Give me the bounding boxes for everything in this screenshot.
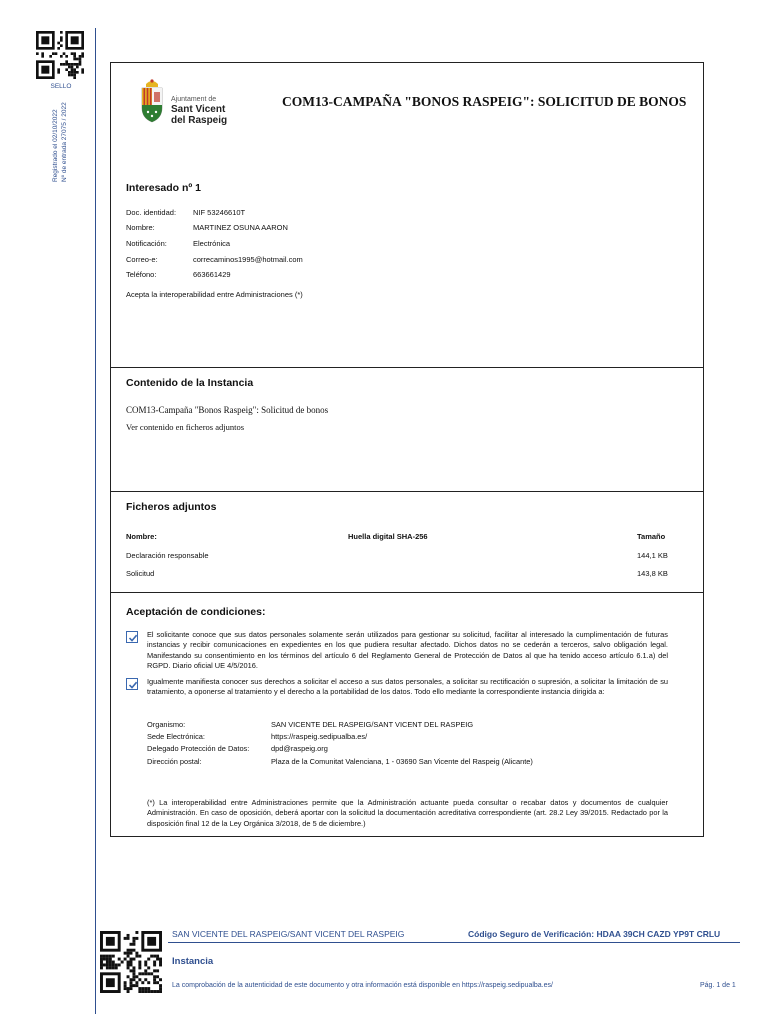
field-label: Doc. identidad: <box>126 208 177 217</box>
checkmark-icon <box>127 632 139 644</box>
condition-checkbox[interactable] <box>126 631 138 643</box>
file-name[interactable]: Solicitud <box>126 569 155 578</box>
condition-text: El solicitante conoce que sus datos personales solamente serán utilizados para gestionar su solicitud, facilitar al interesado la cumplimentación de futuras instancias y recibir comunicaciones en expedientes en los que pudiera resultar afectado. Dichos datos no se cederán a terceros, salvo obligación legal. Manifestando su consentimiento en los términos del artículo 6 del Reglamento General de Protección de Datos al que ha tenido acceso artículo 6.1.a) del RGPD. Diario oficial UE 4/5/2016. <box>147 630 668 671</box>
column-header-nombre: Nombre: <box>126 532 157 541</box>
contenido-line: Ver contenido en ficheros adjuntos <box>126 422 245 432</box>
ficheros-heading: Ficheros adjuntos <box>126 501 217 513</box>
org-label: Organismo: <box>147 720 186 729</box>
footer-organization: SAN VICENTE DEL RASPEIG/SANT VICENT DEL RASPEIG <box>172 929 405 939</box>
condition-checkbox[interactable] <box>126 678 138 690</box>
verification-code: Código Seguro de Verificación: HDAA 39CH CAZD YP9T CRLU <box>468 929 721 939</box>
contenido-line: COM13-Campaña "Bonos Raspeig": Solicitud de bonos <box>126 405 329 415</box>
column-header-huella: Huella digital SHA-256 <box>348 532 428 541</box>
org-value: Plaza de la Comunitat Valenciana, 1 - 03690 San Vicente del Raspeig (Alicante) <box>271 757 533 766</box>
field-label: Correo-e: <box>126 255 158 264</box>
file-size: 144,1 KB <box>637 551 668 560</box>
qr-code-icon <box>36 31 84 79</box>
dpd-email-link[interactable]: dpd@raspeig.org <box>271 744 328 753</box>
entrada-number: Nº de entrada 27075 / 2022 <box>61 102 68 182</box>
logo-text-line3: del Raspeig <box>171 115 228 126</box>
field-label: Teléfono: <box>126 270 157 279</box>
org-label: Delegado Protección de Datos: <box>147 744 250 753</box>
field-label: Notificación: <box>126 239 167 248</box>
aceptacion-heading: Aceptación de condiciones: <box>126 606 266 618</box>
interesado-heading: Interesado nº 1 <box>126 182 202 194</box>
field-label: Nombre: <box>126 223 155 232</box>
footer-divider <box>168 942 740 943</box>
field-value: MARTINEZ OSUNA AARON <box>193 223 288 232</box>
column-header-tamano: Tamaño <box>637 532 666 541</box>
margin-divider <box>95 28 96 1014</box>
field-value: correcaminos1995@hotmail.com <box>193 255 303 264</box>
contenido-heading: Contenido de la Instancia <box>126 377 254 389</box>
section-divider <box>110 592 704 593</box>
interoperability-note: Acepta la interoperabilidad entre Administraciones (*) <box>126 290 303 299</box>
file-name[interactable]: Declaración responsable <box>126 551 209 560</box>
org-label: Sede Electrónica: <box>147 732 205 741</box>
authenticity-note: La comprobación de la autenticidad de este documento y otra información está disponible en https://raspeig.sedipualba.es/ <box>172 982 553 989</box>
logo-text-line2: Sant Vicent <box>171 104 226 115</box>
registro-date: Registrado el 02/10/2022 <box>52 109 59 182</box>
footer-qr-code-icon <box>100 931 162 993</box>
field-value: 663661429 <box>193 270 231 279</box>
interoperability-footnote: (*) La interoperabilidad entre Administraciones permite que la Administración actuante pueda consultar o recabar datos y documentos de cualquier Administración. En caso de oposición, deberá aportar con la solicitud la documentación acreditativa correspondiente (art. 28.2 Ley 39/2015. Redactado por la disposición final 12 de la Ley Orgánica 3/2018, de 5 de diciembre.) <box>147 798 668 828</box>
checkmark-icon <box>127 679 139 691</box>
sede-link[interactable]: https://raspeig.sedipualba.es/ <box>271 732 368 741</box>
field-value: NIF 53246610T <box>193 208 246 217</box>
document-type: Instancia <box>172 956 214 967</box>
section-divider <box>110 491 704 492</box>
org-label: Dirección postal: <box>147 757 202 766</box>
municipal-crest-logo <box>137 78 167 124</box>
section-divider <box>110 367 704 368</box>
field-value: Electrónica <box>193 239 231 248</box>
logo-text-line1: Ajuntament de <box>171 96 217 103</box>
page-number: Pág. 1 de 1 <box>700 982 736 989</box>
document-title: COM13-CAMPAÑA "BONOS RASPEIG": SOLICITUD DE BONOS <box>282 94 687 109</box>
org-value: SAN VICENTE DEL RASPEIG/SANT VICENT DEL RASPEIG <box>271 720 474 729</box>
file-size: 143,8 KB <box>637 569 668 578</box>
sello-label: SELLO <box>50 83 72 90</box>
condition-text: Igualmente manifiesta conocer sus derechos a solicitar el acceso a sus datos personales, a solicitar su rectificación o supresión, a solicitar la limitación de su tratamiento, a oponerse al tratamiento y el derecho a la portabilidad de los datos. Todo ello mediante la correspondiente instancia dirigida a: <box>147 677 668 697</box>
